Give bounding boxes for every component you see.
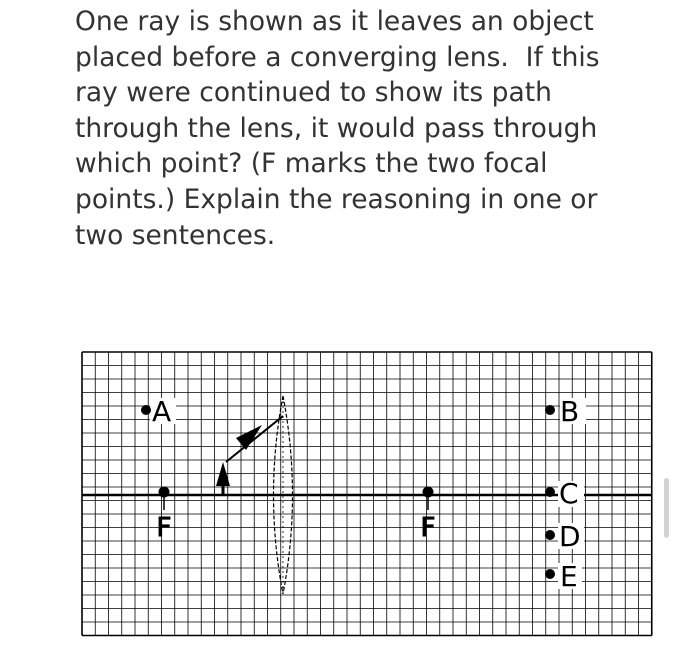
point-d-marker (545, 530, 555, 540)
point-a-marker (141, 405, 151, 415)
question-text: One ray is shown as it leaves an object placed before a converging lens. If this ray were continued to show its path through the lens, it would pass through which point? (F marks the two focal points.) Explain the reasoning in one or two sentences. (75, 6, 600, 251)
point-c-marker (545, 487, 555, 497)
point-a-label: A (152, 395, 172, 428)
point-e-label: E (560, 560, 578, 593)
focal-label-right: F (420, 513, 436, 543)
point-d-label: D (559, 520, 581, 553)
scrollbar-thumb[interactable] (664, 478, 669, 538)
point-e-marker (545, 569, 555, 579)
point-c-label: C (559, 477, 579, 510)
focal-point-left (159, 487, 170, 511)
focal-point-right (423, 487, 434, 511)
point-b-marker (545, 405, 555, 415)
focal-label-left: F (156, 513, 172, 543)
point-b-label: B (560, 395, 580, 428)
